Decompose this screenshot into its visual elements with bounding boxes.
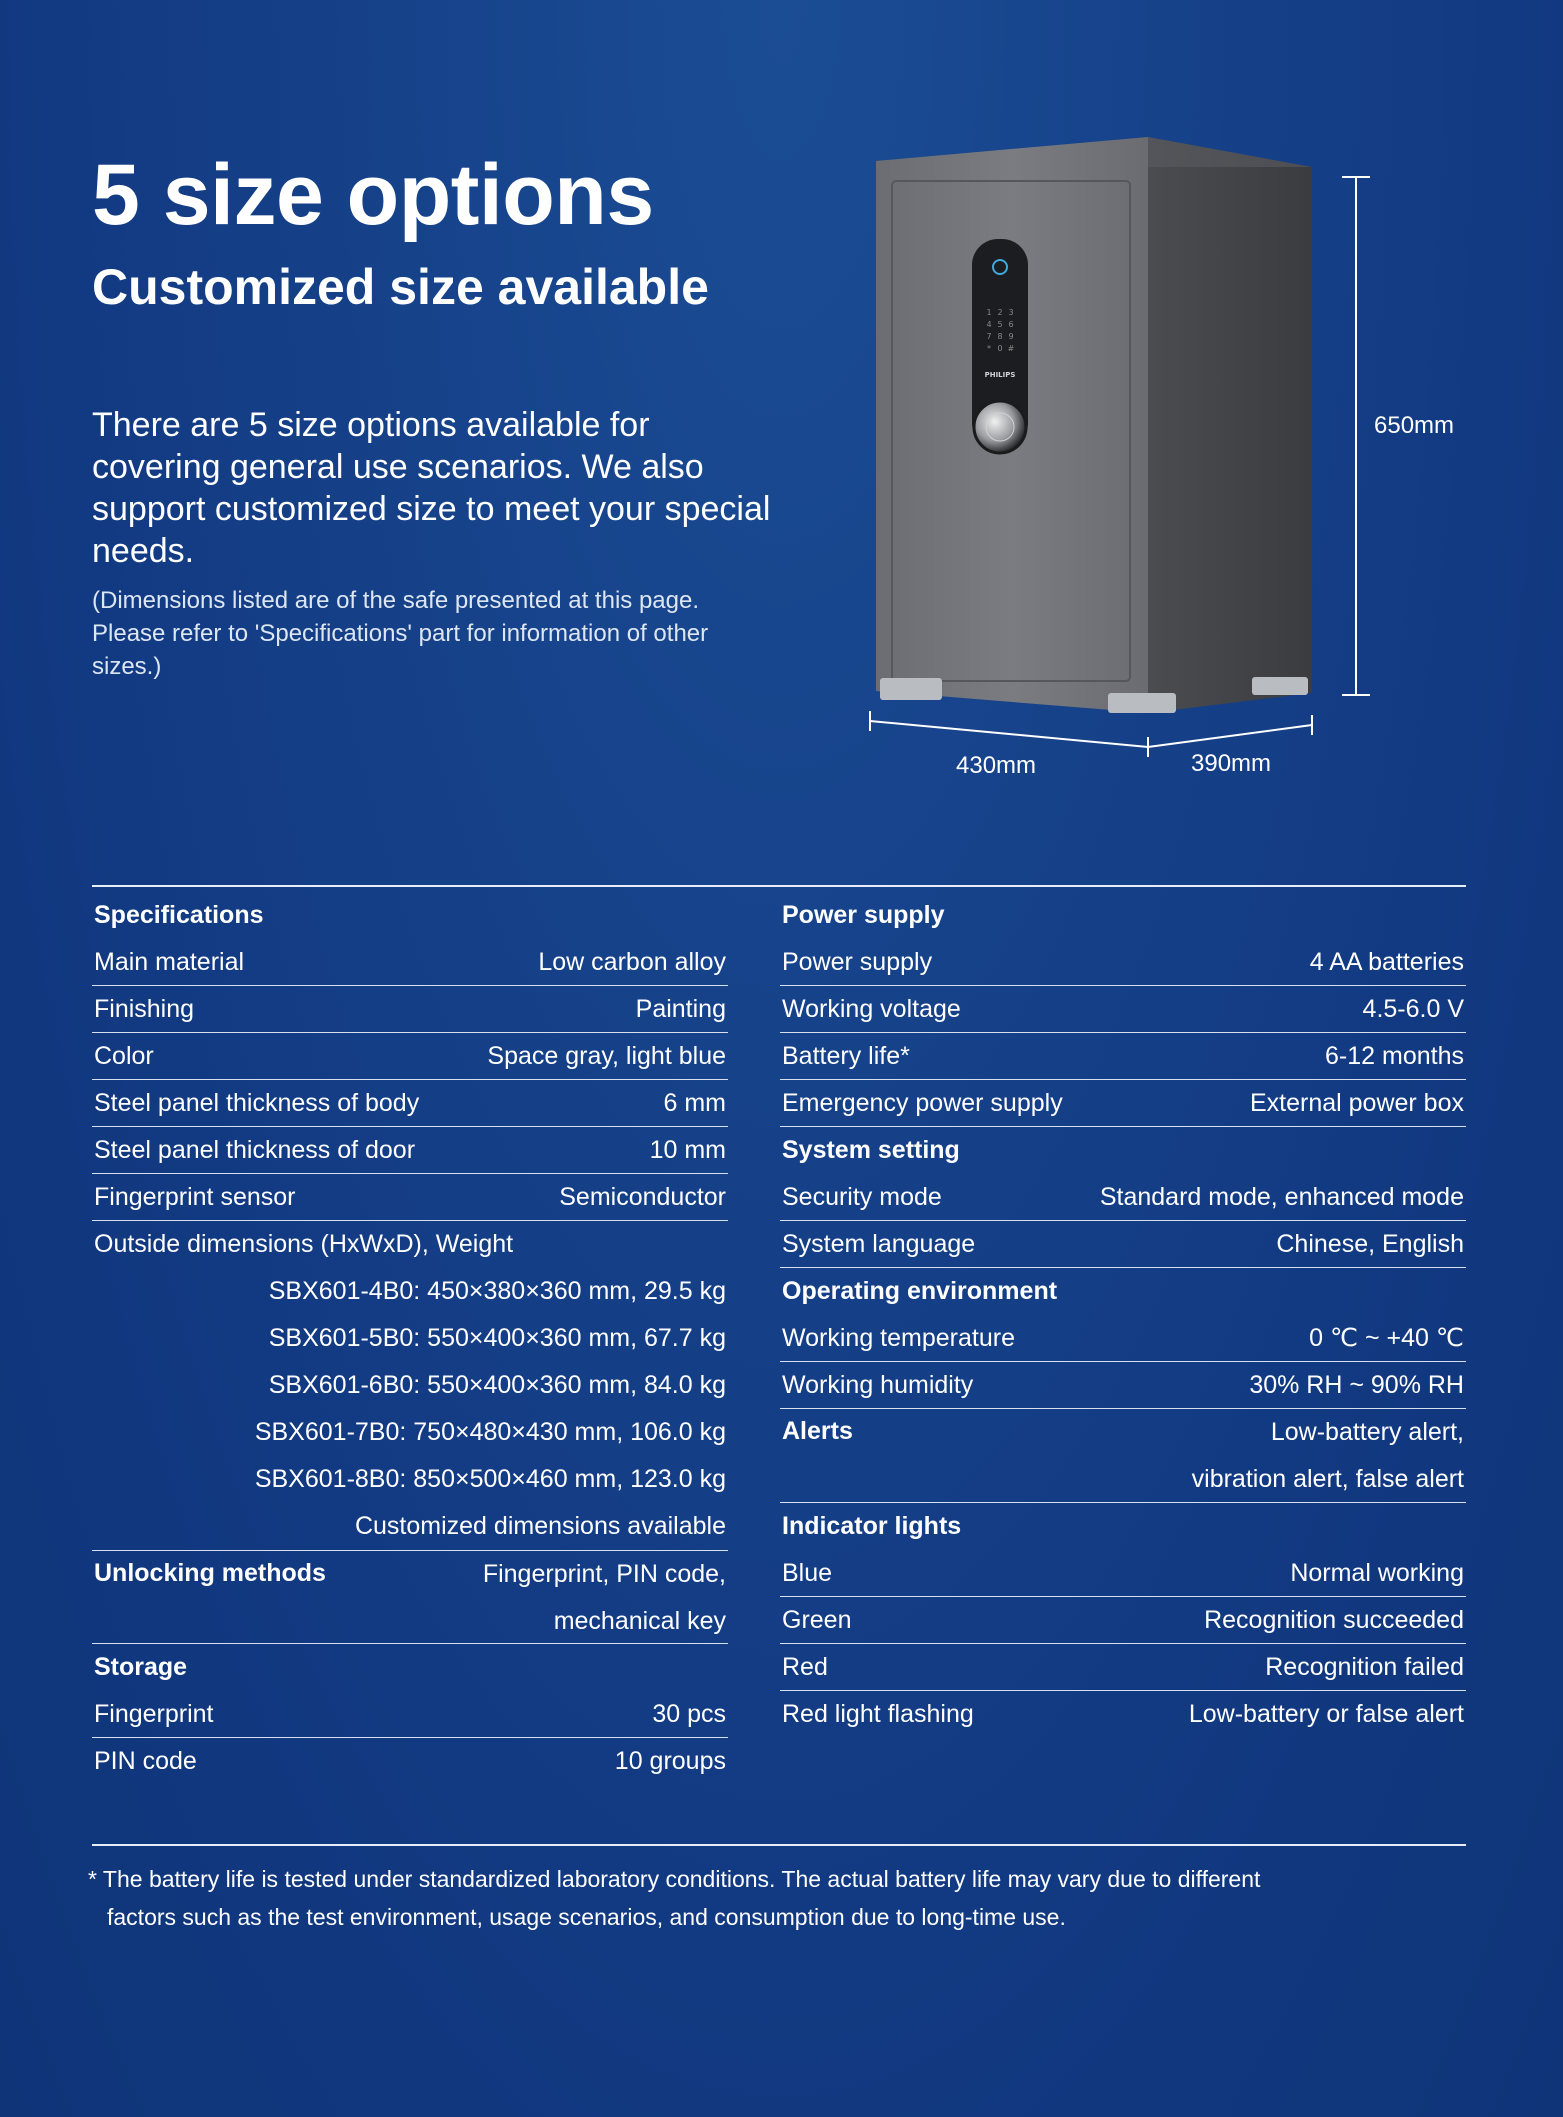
svg-text:1: 1 [986, 308, 992, 317]
page-subtitle: Customized size available [92, 259, 709, 315]
spec-row: Finishing Painting [92, 986, 728, 1033]
section-heading-operating-environment: Operating environment [782, 1277, 1058, 1305]
safe-foot [1252, 677, 1308, 695]
spec-right-column [780, 892, 1466, 1738]
brand-logo: PHILIPS [984, 371, 1016, 379]
dimension-item: Customized dimensions available [354, 1512, 726, 1540]
table-bottom-rule [92, 1844, 1466, 1846]
page-title: 5 size options [92, 147, 654, 243]
handle-knob [974, 401, 1026, 453]
dimensions-label-row: Outside dimensions (HxWxD), Weight [94, 1230, 514, 1258]
unlocking-methods-row: Unlocking methods Fingerprint, PIN code, mechanical key [92, 1550, 728, 1644]
spec-row: Steel panel thickness of door 10 mm [92, 1127, 728, 1174]
height-dimension-label: 650mm [1374, 412, 1455, 439]
spec-left-column [92, 892, 728, 1785]
spec-row: Battery life* 6-12 months [780, 1033, 1466, 1080]
safe-foot [1108, 693, 1176, 713]
section-heading-storage: Storage [94, 1653, 188, 1681]
spec-row: Power supply 4 AA batteries [780, 939, 1466, 986]
svg-text:*: * [987, 344, 991, 353]
dimension-item: SBX601-4B0: 450×380×360 mm, 29.5 kg [268, 1277, 726, 1305]
safe-illustration [860, 125, 1420, 805]
svg-text:5: 5 [997, 320, 1003, 329]
spec-row: Main material Low carbon alloy [92, 939, 728, 986]
svg-text:8: 8 [997, 332, 1003, 341]
safe-side-panel [1148, 137, 1312, 713]
svg-text:0: 0 [997, 344, 1003, 353]
width-dimension-label: 430mm [956, 752, 1037, 779]
spec-row: Fingerprint sensor Semiconductor [92, 1174, 728, 1221]
dimension-item: SBX601-5B0: 550×400×360 mm, 67.7 kg [268, 1324, 726, 1352]
section-heading-system-setting: System setting [782, 1136, 960, 1164]
safe-foot [880, 678, 942, 700]
depth-dimension-label: 390mm [1191, 750, 1272, 777]
dimensions-note: (Dimensions listed are of the safe presented at this page. Please refer to 'Specifications' part for information of other sizes.) [92, 587, 709, 680]
section-heading-indicator-lights: Indicator lights [782, 1512, 962, 1540]
spec-row: Blue Normal working [780, 1550, 1466, 1597]
footnote-line: factors such as the test environment, usage scenarios, and consumption due to long-time use. [107, 1904, 1066, 1930]
spec-row: PIN code 10 groups [94, 1747, 726, 1775]
spec-row: Emergency power supply External power box [780, 1080, 1466, 1127]
table-top-rule [92, 885, 1466, 887]
dimension-item: SBX601-8B0: 850×500×460 mm, 123.0 kg [254, 1465, 726, 1493]
alerts-row: Alerts Low-battery alert, vibration alert, false alert [780, 1409, 1466, 1503]
section-heading-specifications: Specifications [94, 901, 264, 929]
svg-text:3: 3 [1008, 308, 1014, 317]
svg-text:9: 9 [1008, 332, 1014, 341]
spec-row: Working voltage 4.5-6.0 V [780, 986, 1466, 1033]
spec-row: Color Space gray, light blue [92, 1033, 728, 1080]
dimension-item: SBX601-6B0: 550×400×360 mm, 84.0 kg [268, 1371, 726, 1399]
spec-row: Steel panel thickness of body 6 mm [92, 1080, 728, 1127]
footnote-line: * The battery life is tested under standardized laboratory conditions. The actual battery life may vary due to different [88, 1866, 1261, 1892]
section-heading-power-supply: Power supply [782, 901, 945, 929]
svg-text:#: # [1007, 344, 1015, 353]
spec-row: System language Chinese, English [780, 1221, 1466, 1268]
spec-row: Fingerprint 30 pcs [92, 1691, 728, 1738]
spec-row: Working temperature 0 ℃ ~ +40 ℃ [780, 1315, 1466, 1362]
spec-row: Green Recognition succeeded [780, 1597, 1466, 1644]
spec-row: Red Recognition failed [780, 1644, 1466, 1691]
dimension-item: SBX601-7B0: 750×480×430 mm, 106.0 kg [254, 1418, 726, 1446]
svg-text:2: 2 [997, 308, 1003, 317]
spec-row: Red light flashing Low-battery or false alert [782, 1700, 1464, 1728]
intro-paragraph: There are 5 size options available for covering general use scenarios. We also support customized size to meet your special needs. [92, 406, 771, 570]
svg-text:4: 4 [986, 320, 992, 329]
svg-text:7: 7 [986, 332, 992, 341]
svg-text:6: 6 [1008, 320, 1014, 329]
battery-footnote [88, 1860, 1468, 1936]
spec-row: Working humidity 30% RH ~ 90% RH [780, 1362, 1466, 1409]
spec-row: Security mode Standard mode, enhanced mode [780, 1174, 1466, 1221]
